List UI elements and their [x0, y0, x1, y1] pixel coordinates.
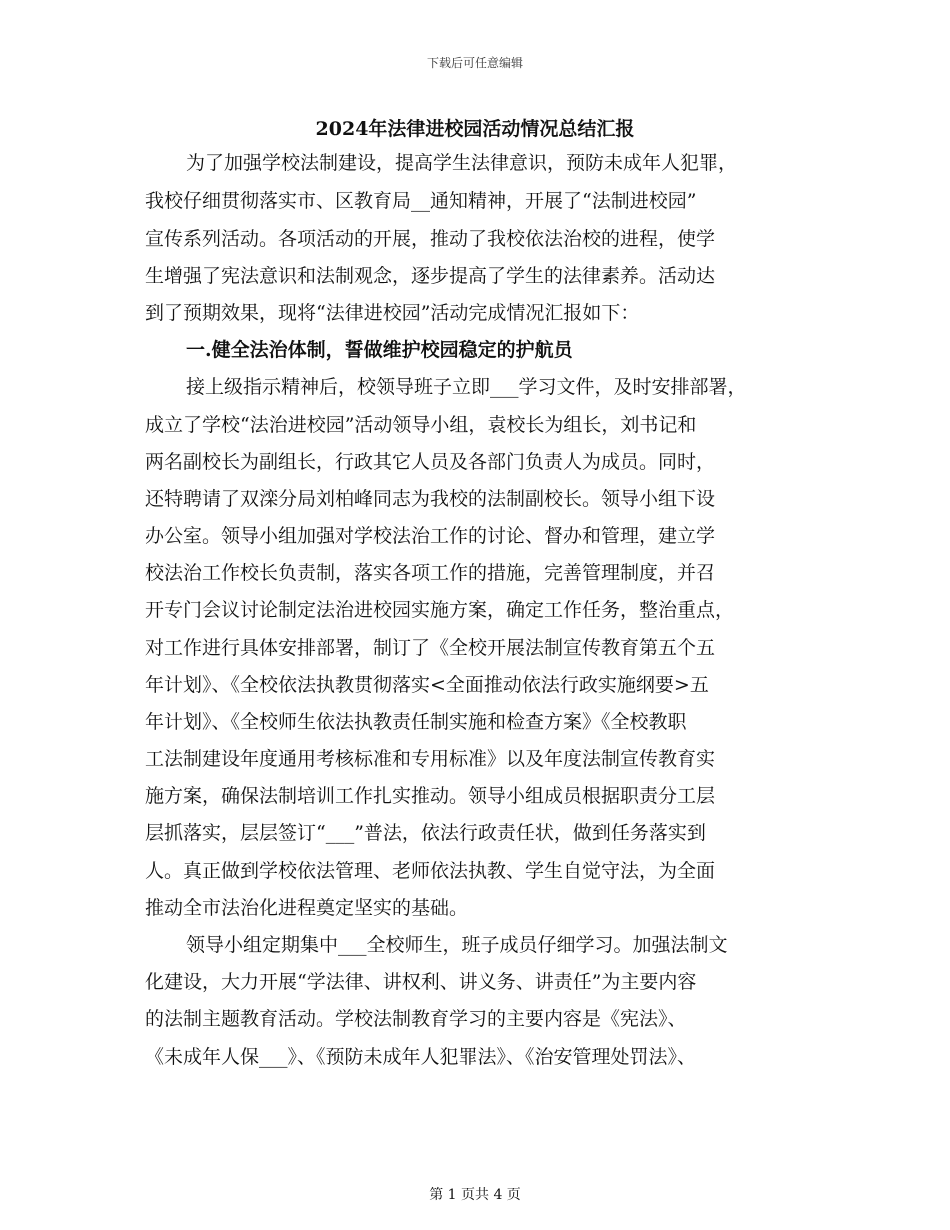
section-heading: 一.健全法治体制，誓做维护校园稳定的护航员 — [186, 339, 573, 361]
text-line: 工法制建设年度通用考核标准和专用标准》以及年度法制宣传教育实 — [145, 748, 716, 770]
text-line: 推动全市法治化进程奠定坚实的基础。 — [145, 897, 469, 919]
text-line: 办公室。领导小组加强对学校法治工作的讨论、督办和管理，建立学 — [145, 525, 716, 547]
text-line: 对工作进行具体安排部署，制订了《全校开展法制宣传教育第五个五 — [145, 637, 716, 659]
text-line: 施方案，确保法制培训工作扎实推动。领导小组成员根据职责分工层 — [145, 785, 716, 807]
text-line: 两名副校长为副组长，行政其它人员及各部门负责人为成员。同时， — [145, 451, 716, 473]
text-line: 开专门会议讨论制定法治进校园实施方案，确定工作任务，整治重点， — [145, 599, 735, 621]
text-line: 校法治工作校长负责制，落实各项工作的措施，完善管理制度，并召 — [145, 562, 716, 584]
page-title: 2024年法律进校园活动情况总结汇报 — [315, 118, 635, 140]
text-line: 宣传系列活动。各项活动的开展，推动了我校依法治校的进程，使学 — [145, 228, 716, 250]
text-line: 《未成年人保___》、《预防未成年人犯罪法》、《治安管理处罚法》、 — [145, 1046, 697, 1068]
text-line: 领导小组定期集中___全校师生，班子成员仔细学习。加强法制文 — [186, 934, 728, 956]
text-line: 年计划》、《全校师生依法执教责任制实施和检查方案》《全校教职 — [145, 711, 687, 733]
text-line: 我校仔细贯彻落实市、区教育局__通知精神，开展了“法制进校园” — [145, 190, 697, 212]
text-line: 接上级指示精神后，校领导班子立即___学习文件，及时安排部署， — [186, 376, 747, 398]
text-line: 化建设，大力开展“学法律、讲权利、讲义务、讲责任”为主要内容 — [145, 971, 697, 993]
page-number: 第 1 页共 4 页 — [429, 1187, 521, 1203]
text-line: 到了预期效果，现将“法律进校园”活动完成情况汇报如下： — [145, 302, 640, 324]
header-note: 下载后可任意编辑 — [426, 56, 523, 70]
text-line: 为了加强学校法制建设，提高学生法律意识，预防未成年人犯罪， — [186, 152, 738, 174]
text-line: 人。真正做到学校依法管理、老师依法执教、学生自觉守法，为全面 — [145, 860, 716, 882]
text-line: 还特聘请了双滦分局刘柏峰同志为我校的法制副校长。领导小组下设 — [145, 488, 716, 510]
text-line: 层抓落实，层层签订“___”普法，依法行政责任状，做到任务落实到 — [145, 822, 706, 844]
text-line: 的法制主题教育活动。学校法制教育学习的主要内容是《宪法》、 — [145, 1008, 687, 1030]
text-line: 成立了学校“法治进校园”活动领导小组，袁校长为组长，刘书记和 — [145, 414, 697, 436]
text-line: 生增强了宪法意识和法制观念，逐步提高了学生的法律素养。活动达 — [145, 265, 716, 287]
text-line: 年计划》、《全校依法执教贯彻落实<全面推动依法行政实施纲要>五 — [145, 674, 709, 696]
